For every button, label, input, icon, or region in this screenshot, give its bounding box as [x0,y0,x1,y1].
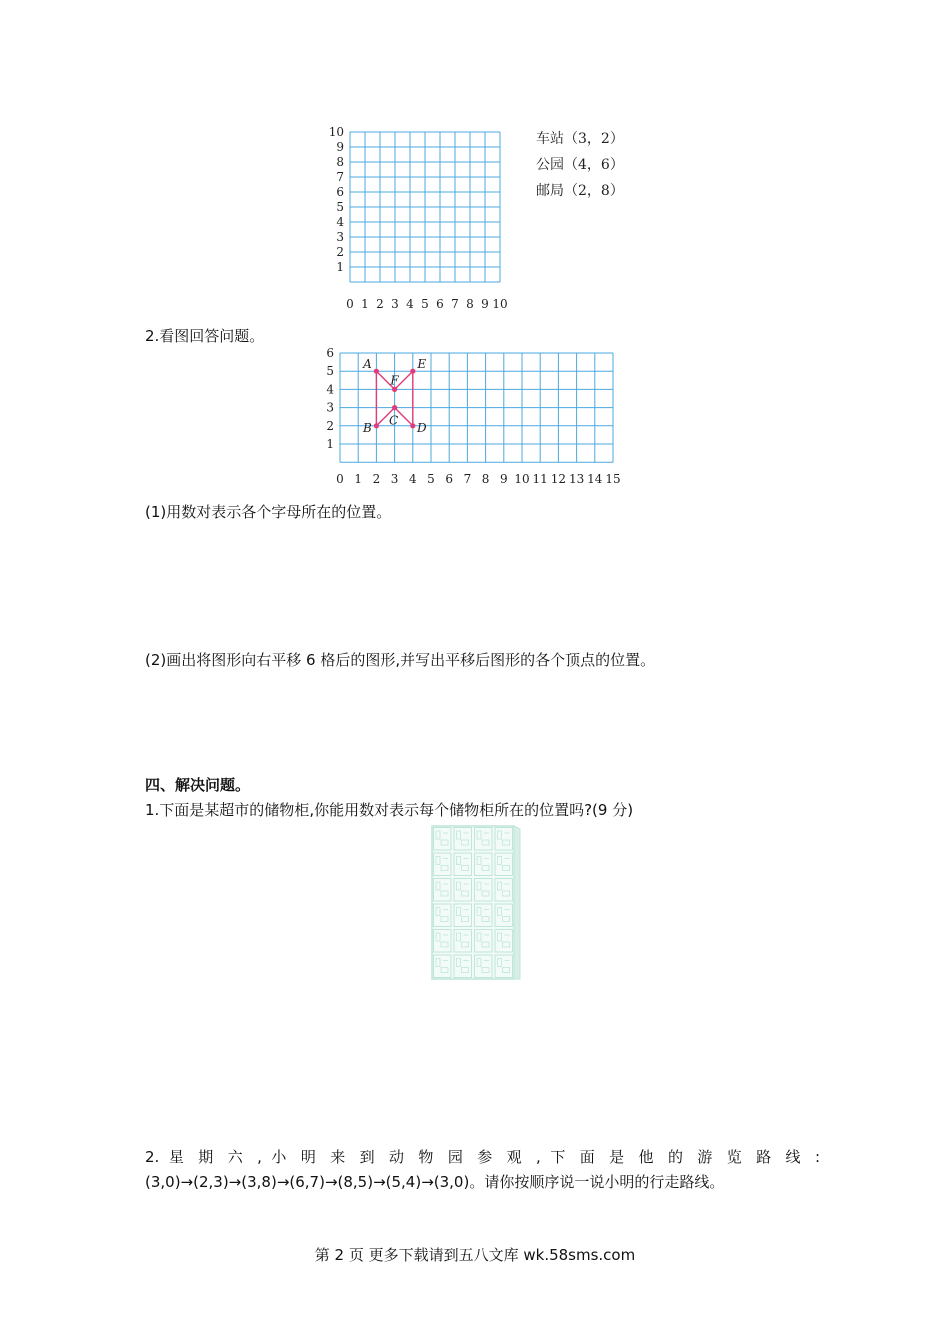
grid1-x-tick-label: 5 [421,297,429,310]
grid1-y-tick-label: 10 [328,125,344,139]
point-b [374,423,379,428]
section4-q2-line1: 2. 星 期 六 , 小 明 来 到 动 物 园 参 观 , 下 面 是 他 的 游 览 路 线 : [145,1148,820,1166]
grid1-x-tick-label: 10 [492,297,508,310]
grid1-y-tick-label: 1 [336,260,344,274]
grid2-x-tick-label: 0 [336,472,344,484]
grid2-x-tick-label: 3 [390,472,399,484]
grid2-x-tick-label: 1 [354,472,363,484]
grid2-x-tick-label: 12 [550,472,567,484]
legend-post-office: 邮局（2，8） [536,183,624,199]
grid1-x-tick-label: 3 [391,297,399,310]
grid1-y-tick-label: 8 [336,155,344,169]
point-label-c: C [389,413,399,428]
grid1-y-tick-label: 4 [336,215,344,229]
grid1-y-tick-label: 5 [336,200,344,214]
grid2-x-tick-label: 13 [568,472,585,484]
point-label-f: F [390,373,399,388]
grid1-x-tick-label: 9 [481,297,489,310]
locker-illustration [428,822,524,982]
grid1-y-tick-label: 2 [336,245,344,259]
grid2-y-tick-label: 1 [326,437,334,451]
point-c [392,405,397,410]
grid2-x-tick-label: 7 [463,472,472,484]
grid2-x-tick-label: 15 [605,472,621,484]
grid2-x-tick-label: 6 [445,472,454,484]
grid2-y-tick-label: 4 [326,382,334,397]
grid1-x-tick-label: 7 [451,297,459,310]
q2-sub2: (2)画出将图形向右平移 6 格后的图形,并写出平移后图形的各个顶点的位置。 [145,651,656,669]
grid2-x-tick-label: 8 [481,472,490,484]
coordinate-grid-1 [320,120,520,310]
grid2-y-tick-label: 5 [326,364,334,379]
grid1-x-tick-label: 2 [376,297,384,310]
grid1-x-tick-label: 4 [406,297,414,310]
legend-park: 公园（4，6） [536,157,624,173]
page-footer: 第 2 页 更多下载请到五八文库 wk.58sms.com [314,1246,636,1264]
point-f [392,387,397,392]
section4-q1: 1.下面是某超市的储物柜,你能用数对表示每个储物柜所在的位置吗?(9 分) [145,801,634,819]
grid2-x-tick-label: 4 [408,472,417,484]
grid2-x-tick-label: 10 [514,472,530,484]
grid1-y-tick-label: 3 [336,230,344,244]
q2-title: 2.看图回答问题。 [145,327,265,345]
grid2-x-tick-label: 11 [532,472,548,484]
grid1-y-tick-label: 7 [336,170,344,184]
section4-heading: 四、解决问题。 [145,776,251,794]
grid2-x-tick-label: 14 [587,472,603,484]
grid1-x-tick-label: 6 [436,297,444,310]
coordinate-grid-2 [320,344,630,484]
locker-frame [432,826,514,979]
point-a [374,369,379,374]
grid2-y-tick-label: 2 [326,418,334,433]
grid2-y-tick-label: 6 [326,346,334,360]
point-e [410,369,415,374]
grid2-x-tick-label: 2 [372,472,381,484]
point-label-e: E [417,357,427,372]
grid1-legend [536,126,624,204]
grid1-x-tick-label: 8 [466,297,474,310]
grid1-x-tick-label: 1 [361,297,369,310]
point-label-b: B [362,420,372,435]
grid2-x-tick-label: 9 [499,472,508,484]
grid1-y-tick-label: 9 [336,140,344,154]
grid2-x-tick-label: 5 [427,472,435,484]
legend-station: 车站（3，2） [536,131,624,147]
q2-sub1: (1)用数对表示各个字母所在的位置。 [145,503,392,521]
grid2-y-tick-label: 3 [326,400,334,415]
point-d [410,423,415,428]
section4-q2-line2: (3,0)→(2,3)→(3,8)→(6,7)→(8,5)→(5,4)→(3,0)。请你按顺序说一说小明的行走路线。 [145,1173,725,1191]
grid1-x-tick-label: 0 [346,297,354,310]
point-label-d: D [416,420,427,435]
grid1-y-tick-label: 6 [336,185,344,199]
locker-side [514,826,520,979]
point-label-a: A [363,357,372,372]
